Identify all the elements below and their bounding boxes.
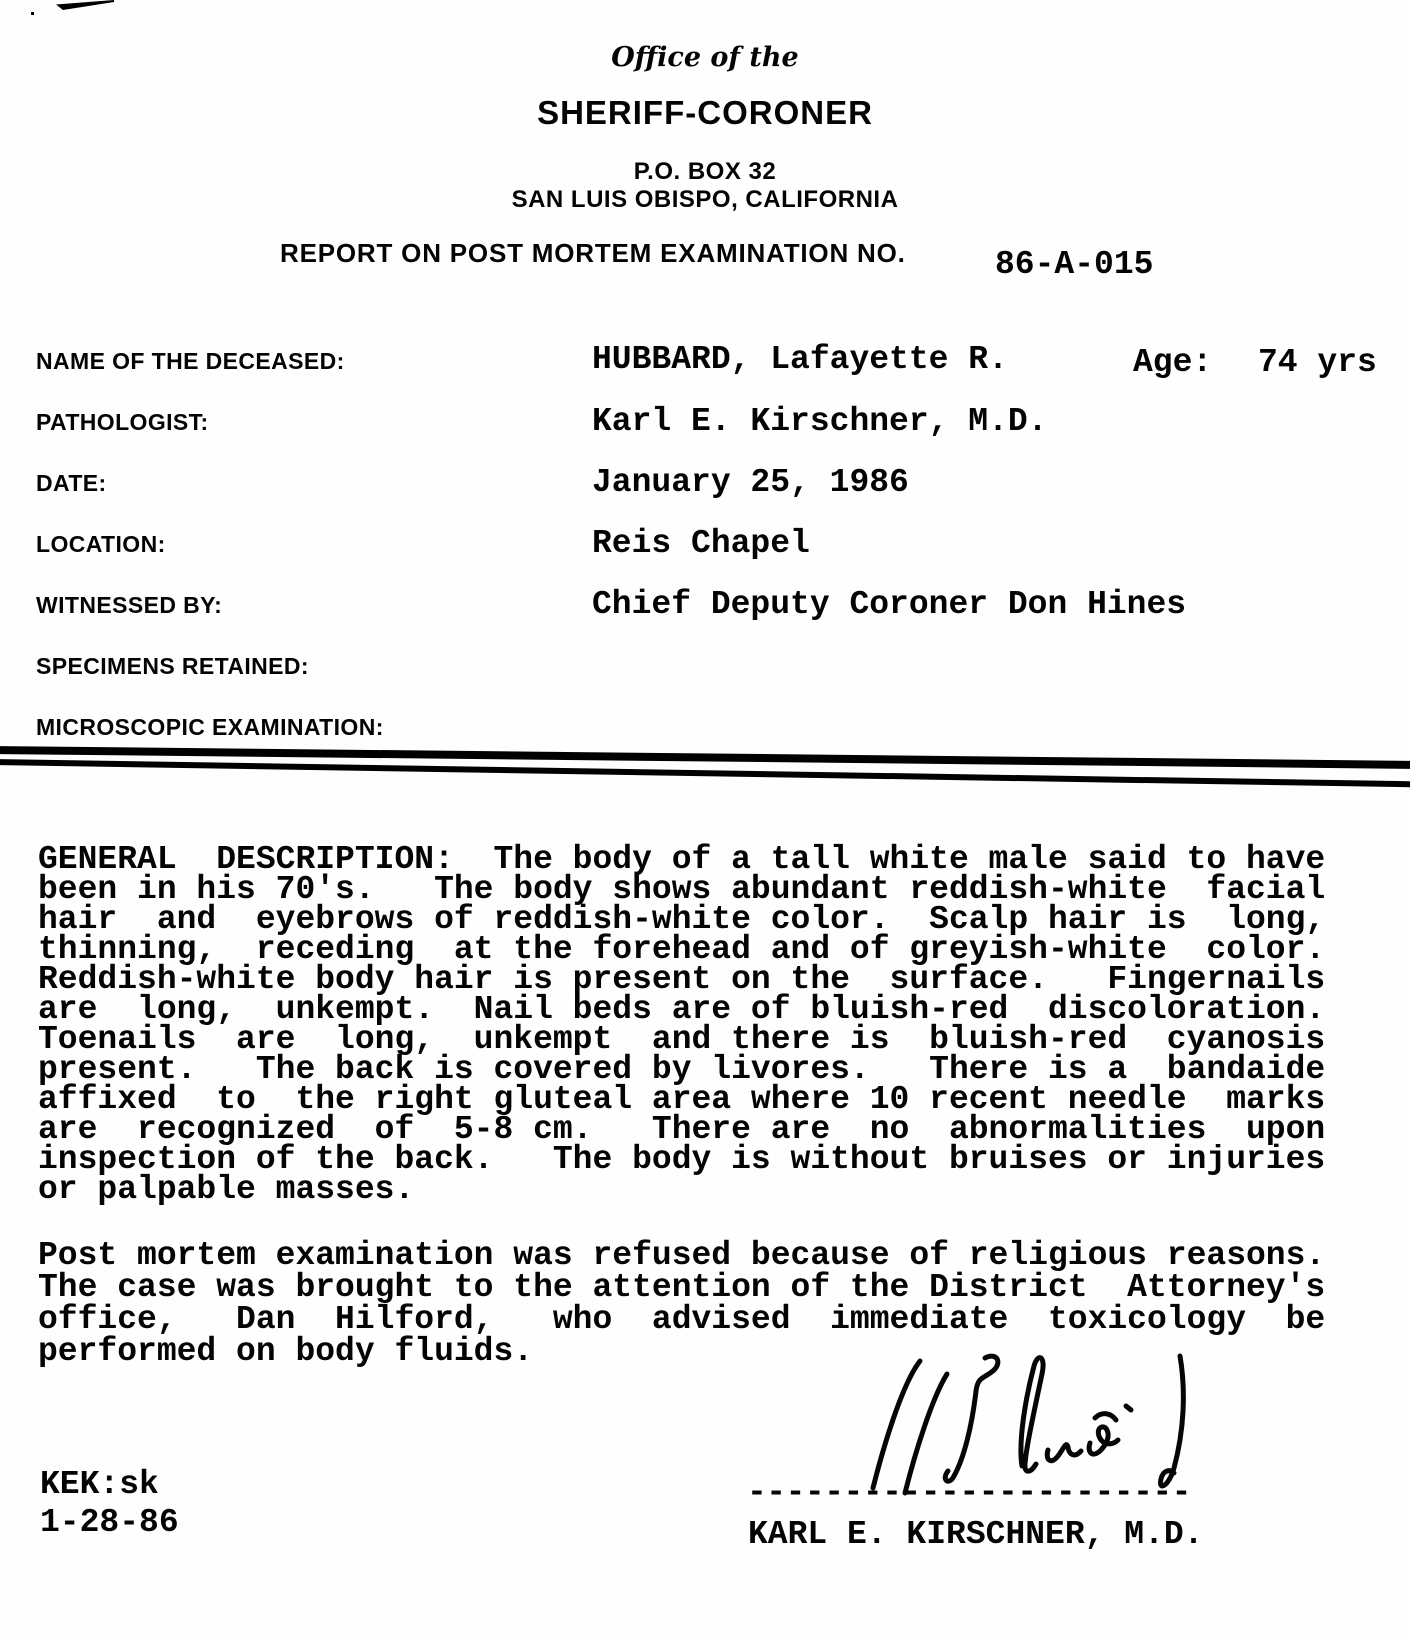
scan-smudge	[56, 0, 114, 10]
office-of-the: Office of the	[611, 42, 799, 73]
field-value-witnessed: Chief Deputy Coroner Don Hines	[592, 586, 1187, 623]
report-text-line: affixed to the right gluteal area where 10 recent needle marks	[38, 1081, 1326, 1118]
city-line: SAN LUIS OBISPO, CALIFORNIA	[511, 186, 899, 213]
report-text-line: Reddish-white body hair is present on the surface. Fingernails	[38, 961, 1326, 998]
signature-stroke	[1047, 1445, 1081, 1461]
signature-stroke	[945, 1356, 998, 1481]
signature-stroke	[1126, 1406, 1131, 1410]
org-name: SHERIFF-CORONER	[537, 94, 873, 131]
field-value-location: Reis Chapel	[592, 525, 810, 562]
signature-stroke	[1160, 1356, 1183, 1486]
field-value-deceased: HUBBARD, Lafayette R.	[592, 341, 1008, 378]
po-box-line: P.O. BOX 32	[633, 158, 777, 185]
field-label-witnessed: WITNESSED BY:	[36, 592, 223, 618]
report-text-line: present. The back is covered by livores. There is a bandaide	[38, 1051, 1326, 1088]
general-description-paragraph	[38, 841, 1368, 1208]
field-value-age: 74 yrs	[1258, 344, 1377, 381]
signature-stroke	[1095, 1414, 1116, 1420]
signed-name: KARL E. KIRSCHNER, M.D.	[748, 1516, 1204, 1553]
scan-dot	[31, 12, 34, 15]
field-label-specimens: SPECIMENS RETAINED:	[36, 653, 309, 679]
signature-rule: -----------------------	[747, 1474, 1191, 1511]
field-label-location: LOCATION:	[36, 531, 166, 557]
report-text-line: Toenails are long, unkempt and there is bluish-red cyanosis	[38, 1021, 1326, 1058]
report-text-line: office, Dan Hilford, who advised immediate toxicology be	[38, 1301, 1326, 1338]
report-text-line: inspection of the back. The body is without bruises or injuries	[38, 1141, 1326, 1178]
report-text-line: GENERAL DESCRIPTION: The body of a tall white male said to have	[38, 841, 1326, 878]
field-label-pathologist: PATHOLOGIST:	[36, 409, 209, 435]
field-label-microscopic: MICROSCOPIC EXAMINATION:	[36, 714, 384, 740]
report-text-line: hair and eyebrows of reddish-white color. Scalp hair is long,	[38, 901, 1326, 938]
report-text-line: are long, unkempt. Nail beds are of bluish-red discoloration.	[38, 991, 1326, 1028]
field-value-date: January 25, 1986	[592, 464, 909, 501]
footer-initials: KEK:sk	[40, 1466, 159, 1503]
report-text-line: Post mortem examination was refused because of religious reasons.	[38, 1237, 1326, 1274]
report-title: REPORT ON POST MORTEM EXAMINATION NO.	[280, 238, 906, 268]
field-value-pathologist: Karl E. Kirschner, M.D.	[592, 403, 1048, 440]
signature-stroke	[1089, 1427, 1118, 1454]
field-label-date: DATE:	[36, 470, 107, 496]
report-text-line: thinning, receding at the forehead and of greyish-white color.	[38, 931, 1326, 968]
report-text-line: The case was brought to the attention of the District Attorney's	[38, 1269, 1326, 1306]
report-text-line: or palpable masses.	[38, 1171, 415, 1208]
report-number: 86-A-015	[995, 246, 1154, 283]
field-label-age: Age:	[1133, 344, 1213, 381]
report-text-line: performed on body fluids.	[38, 1333, 534, 1370]
field-label-deceased: NAME OF THE DECEASED:	[36, 348, 345, 374]
signature-stroke	[1021, 1358, 1043, 1472]
footer-date: 1-28-86	[40, 1504, 179, 1541]
report-text-line: been in his 70's. The body shows abundant reddish-white facial	[38, 871, 1326, 908]
report-text-line: are recognized of 5-8 cm. There are no abnormalities upon	[38, 1111, 1326, 1148]
